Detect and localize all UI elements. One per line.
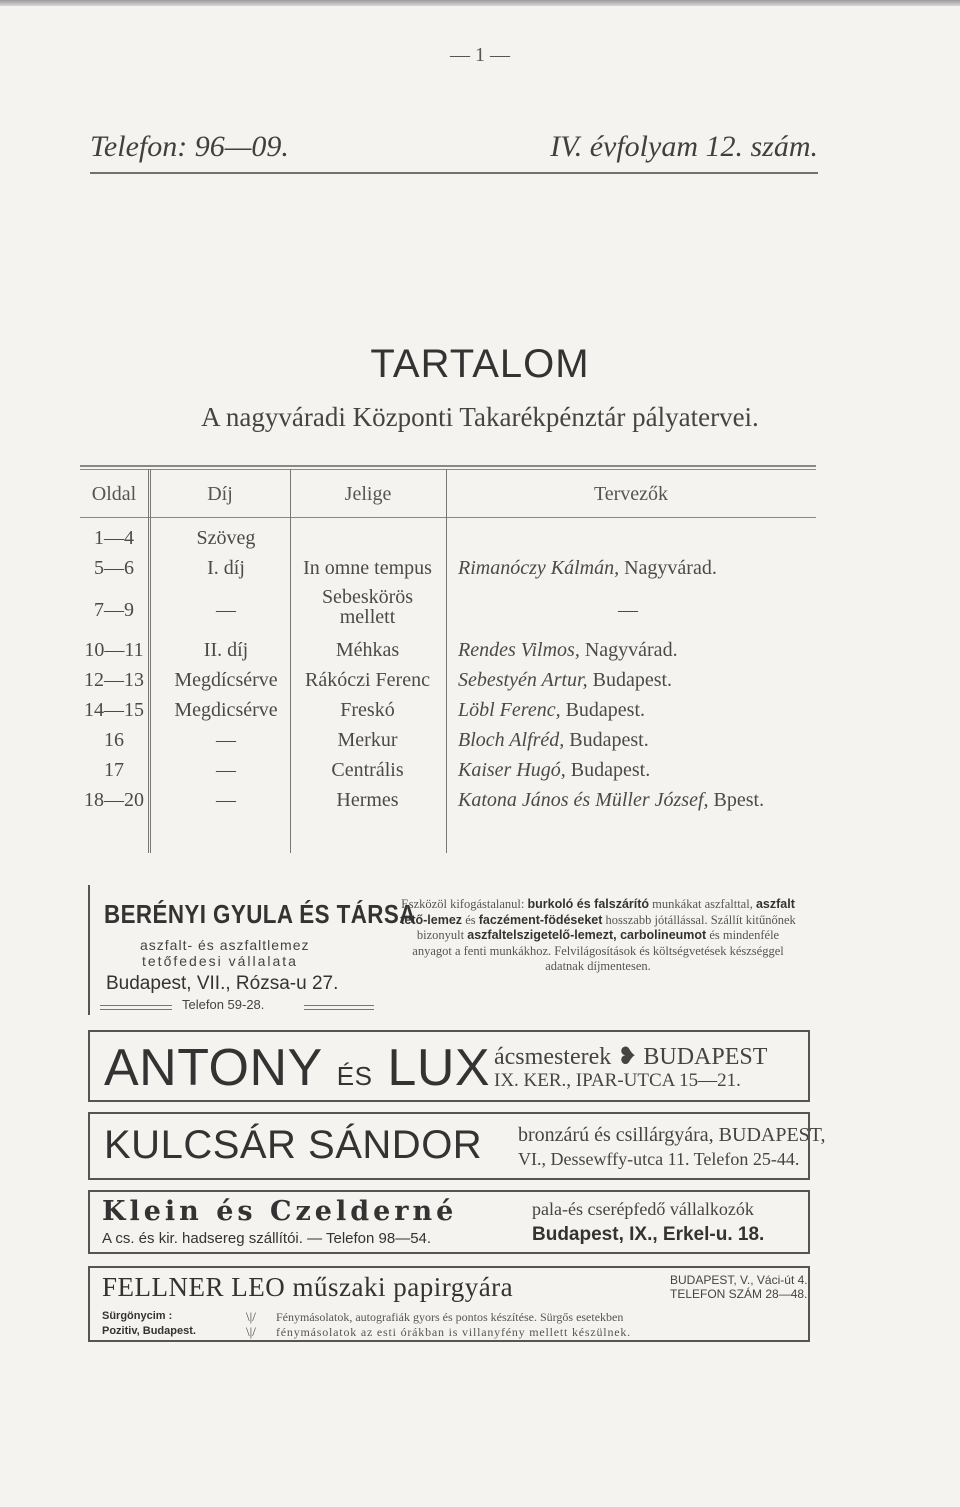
cell-jelige: Sebeskörös mellett [321,586,414,628]
designer-place: Bpest. [713,789,765,811]
ad-address: Budapest, VII., Rózsa-u 27. [106,973,339,994]
header-rule [90,172,818,174]
table-row [80,587,816,631]
trademark-icon: \|/ [246,1324,256,1339]
cell-jelige: Freskó [340,699,395,721]
ad-double-rule [304,1005,374,1010]
table-row [80,669,816,699]
cell-oldal: 18—20 [84,789,144,811]
ad-address: IX. KER., IPAR-UTCA 15—21. [494,1070,741,1091]
cell-tervezok [458,759,818,782]
ad-address: VI., Dessewffy-utca 11. Telefon 25-44. [518,1149,800,1169]
table-row [80,557,816,587]
ad-company-name: Klein és Czelderné [102,1196,458,1227]
designer-name: Bloch Alfréd, [458,729,565,751]
ad-fellner [88,1266,810,1342]
table-row [80,789,816,819]
name-connector: ÉS [336,1061,373,1091]
cell-tervezok [458,729,818,752]
desc-text: Eszközöl kifogástalanul: [401,897,525,911]
cell-dij: — [216,789,236,811]
designer-place: Budapest. [592,669,673,691]
header-jelige: Jelige [344,483,392,505]
designer-name: Kaiser Hugó, [458,759,566,781]
cell-jelige: Hermes [336,789,399,811]
ad-phone: Telefon 59-28. [182,997,265,1012]
desc-bold: aszfalt tető-lemez [400,897,795,927]
cell-jelige: Merkur [337,729,398,751]
table-row [80,729,816,759]
page-title: TARTALOM [370,342,590,386]
designer-name: Rendes Vilmos, [458,639,580,661]
cell-dij: — [216,759,236,781]
cell-tervezok [458,639,818,662]
designer-name: Sebestyén Artur, [458,669,588,691]
ad-tagline-2: tetőfedesi vállalata [142,953,298,969]
cell-dij: I. díj [207,557,245,579]
table-header-rule [80,517,816,518]
cell-jelige: In omne tempus [303,557,432,579]
cell-tervezok: — [618,599,638,621]
cell-dij: Megdicsérve [174,699,278,721]
ad-antony-lux [88,1030,810,1102]
cell-oldal: 12—13 [84,669,144,691]
cell-tervezok [458,557,818,580]
ad-address: BUDAPEST, V., Váci-út 4. [670,1273,808,1287]
ad-address: Budapest, IX., Erkel-u. 18. [532,1224,765,1245]
header-dij: Díj [207,483,233,505]
header-issue: IV. évfolyam 12. szám. [550,130,818,163]
header-phone: Telefon: 96—09. [90,130,289,163]
ad-company-name: FELLNER LEO műszaki papirgyára [102,1272,514,1302]
cell-dij: — [216,599,236,621]
desc-bold: aszfaltelszigetelő-lemezt, carbolineumot [467,928,707,942]
ad-double-rule [100,1005,172,1010]
desc-bold: burkoló és falszárító [527,897,650,911]
designer-place: Nagyvárad. [624,557,717,579]
ad-description: Fénymásolatok, autografiák gyors és pontos készítése. Sürgős esetekben [276,1310,624,1324]
ad-kulcsar [88,1112,826,1180]
header-oldal: Oldal [91,483,137,505]
contents-table [80,465,816,855]
trademark-icon: \|/ [246,1309,256,1324]
designer-name: Löbl Ferenc, [458,699,561,721]
cell-oldal: 17 [104,759,124,781]
page-subtitle: A nagyváradi Központi Takarékpénztár pályatervei. [201,402,759,432]
designer-name: Rimanóczy Kálmán, [458,557,620,579]
desc-text: és mindenféle anyagot a fenti munkákhoz. Felvilágosítások és költségvetések készséggel adatnak díjmentesen. [412,928,784,973]
table-top-rule [80,465,816,467]
table-row [80,699,816,729]
designer-place: Budapest. [569,729,649,751]
cell-jelige: Centrális [331,759,404,781]
desc-text: és [465,912,476,927]
cell-oldal: 16 [104,729,124,751]
cell-jelige: Méhkas [335,639,400,661]
ad-supplier-line: A cs. és kir. hadsereg szállítói. — Telefon 98—54. [102,1230,432,1247]
desc-text: hosszabb jótállással. Szállít kitűnőnek bizonyult [416,912,796,942]
designer-place: Budapest. [565,699,646,721]
ad-trade: ácsmesterek ❥ BUDAPEST [494,1044,768,1070]
page-number: — 1 — [450,44,510,66]
ad-phone: TELEFON SZÁM 28—48. [670,1287,808,1301]
ad-company-name: BERÉNYI GYULA ÉS TÁRSA [104,899,416,929]
designer-name: Katona János és Müller József, [458,789,709,811]
desc-bold: faczément-födéseket [478,912,603,927]
ad-description [400,897,796,975]
name-part: LUX [387,1039,491,1097]
ad-trade: pala-és cserépfedő vállalkozók [532,1199,754,1219]
cell-dij: Szöveg [196,527,256,549]
ad-telegram-address: Pozitiv, Budapest. [102,1325,196,1337]
cell-dij: II. díj [203,639,249,661]
designer-place: Budapest. [570,759,651,781]
cell-oldal: 7—9 [94,599,134,621]
ad-berenyi [88,885,806,1015]
scan-edge [0,0,960,6]
cell-tervezok [458,789,818,812]
table-row [80,639,816,669]
ad-klein [88,1190,810,1254]
cell-oldal: 5—6 [94,557,134,579]
ad-company-name [104,1038,490,1098]
cell-oldal: 1—4 [94,527,134,549]
table-row [80,759,816,789]
cell-jelige: Rákóczi Ferenc [305,669,430,691]
table-row [80,527,816,557]
desc-text: munkákat aszfalttal, [652,897,753,911]
cell-oldal: 14—15 [84,699,144,721]
ad-company-name: KULCSÁR SÁNDOR [104,1123,483,1167]
cell-dij: Megdícsérve [174,669,278,691]
ad-telegram-label: Sürgönycim : [102,1310,173,1322]
table-top-rule-2 [80,469,816,470]
ad-description-2: fénymásolatok az esti órákban is villanyfény mellett készülnek. [276,1325,631,1339]
ad-trade: bronzárú és csillárgyára, BUDAPEST, [518,1124,826,1146]
cell-oldal: 10—11 [84,639,144,661]
cell-dij: — [216,729,236,751]
cell-tervezok [458,669,818,692]
header-tervezok: Tervezők [593,483,669,505]
ad-tagline: aszfalt- és aszfaltlemez [140,937,310,953]
cell-tervezok [458,699,818,722]
name-part: ANTONY [104,1039,322,1097]
designer-place: Nagyvárad. [584,639,678,661]
